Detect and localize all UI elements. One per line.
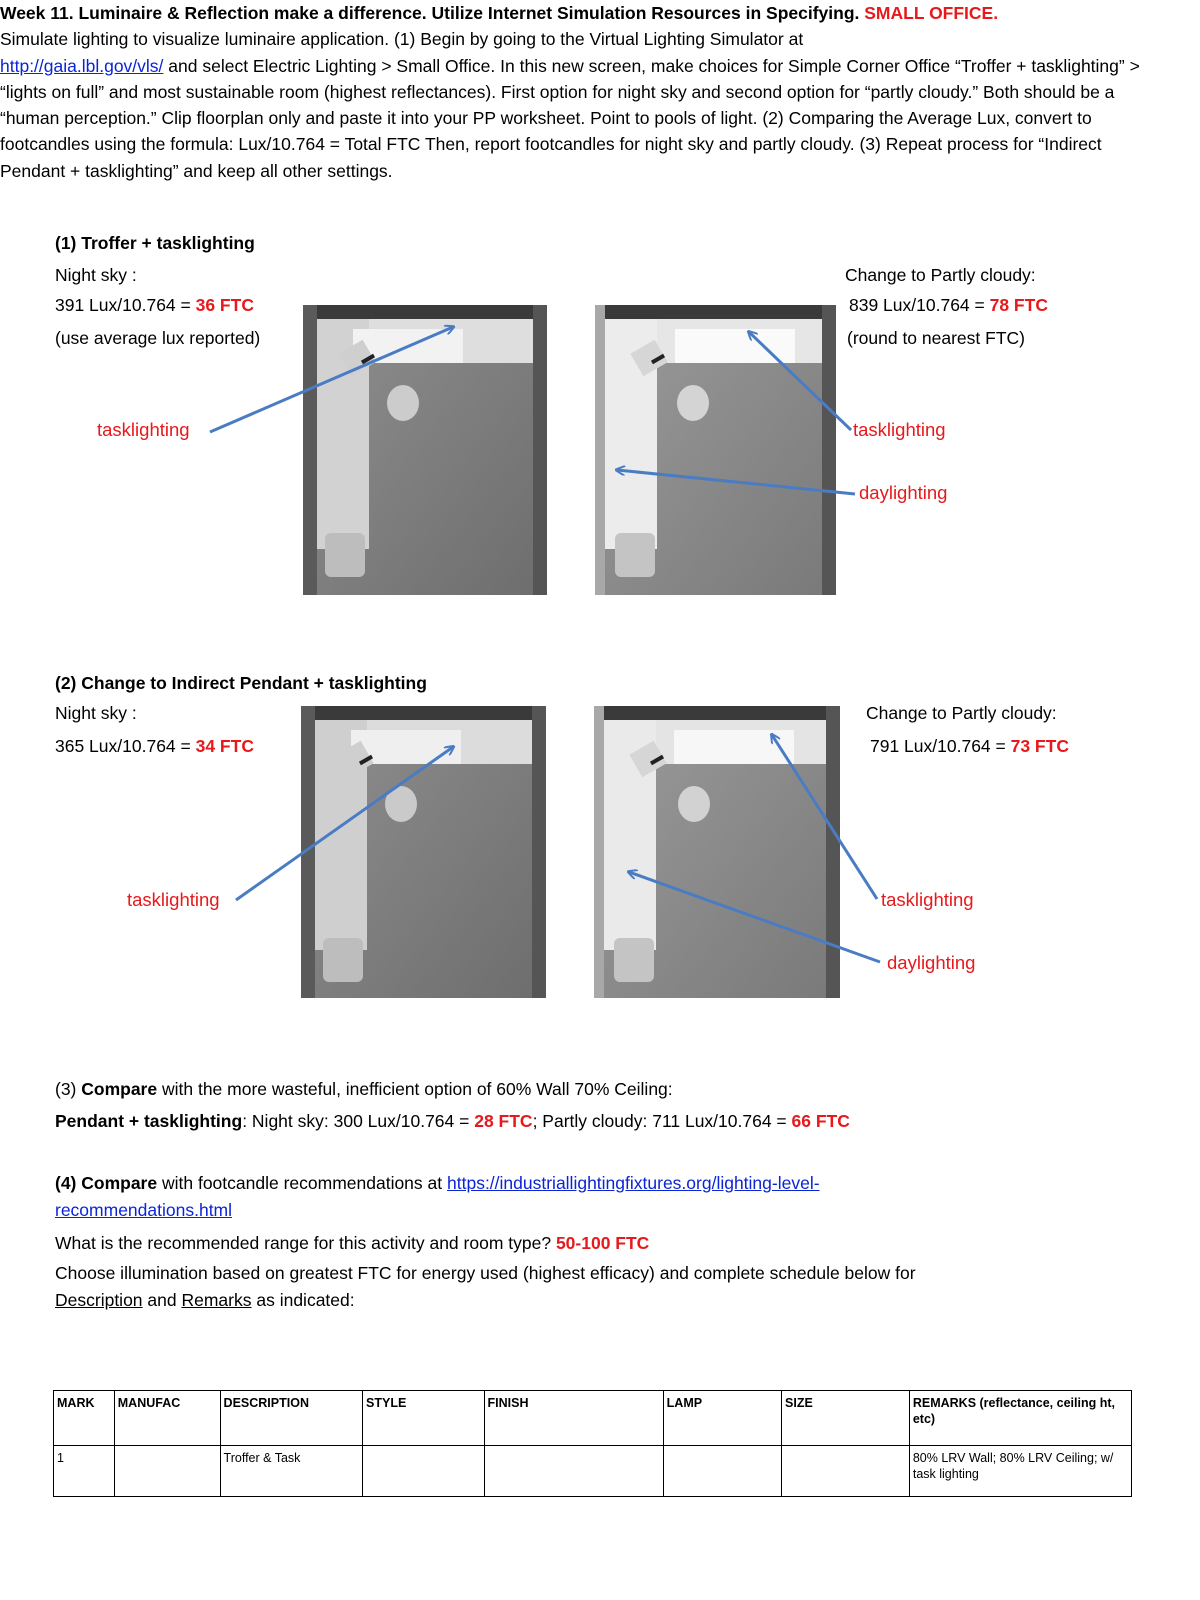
section1-night-ftc: 36 FTC <box>195 295 254 315</box>
intro-text-2: and select Electric Lighting > Small Office. In this new screen, make choices for Simple Corner Office “Troffer + tasklighting” > “lights on full” and most sustainable room (highest reflectances). First option for night sky and second option for “partly cloudy.” Both should be a “human perception.” Clip floorplan only and paste it into your PP worksheet. Point to pools of light. (2) Comparing the Average Lux, convert to footcandles using the formula: Lux/10.764 = Total FTC Then, report footcandles for night sky and partly cloudy. (3) Repeat process for “Indirect Pendant + tasklighting” and keep all other settings. <box>0 55 1140 181</box>
section1-cloudy-ftc: 78 FTC <box>989 295 1048 315</box>
label-s1-tasklighting-right: tasklighting <box>853 419 946 440</box>
section1-cloudy-note: (round to nearest FTC) <box>847 328 1025 348</box>
cell-remarks[interactable]: 80% LRV Wall; 80% LRV Ceiling; w/ task lighting <box>909 1446 1131 1497</box>
arrow-s1-task-right <box>749 332 851 430</box>
vls-link[interactable]: http://gaia.lbl.gov/vls/ <box>0 55 164 76</box>
section2-night-label: Night sky : <box>55 703 137 723</box>
section3-night-ftc: 28 FTC <box>474 1111 533 1131</box>
arrow-s2-task-right <box>772 735 877 899</box>
section3-values: Pendant + tasklighting: Night sky: 300 Lux/10.764 = 28 FTC; Partly cloudy: 711 Lux/10.764 = 66 FTC <box>55 1111 850 1131</box>
col-header-remarks: REMARKS (reflectance, ceiling ht, etc) <box>909 1391 1131 1446</box>
label-s1-tasklighting-left: tasklighting <box>97 419 190 440</box>
table-row <box>54 1446 1132 1497</box>
label-s1-daylighting: daylighting <box>859 482 948 503</box>
section2-night-ftc: 34 FTC <box>195 736 254 756</box>
section3-intro: (3) Compare with the more wasteful, inefficient option of 60% Wall 70% Ceiling: <box>55 1079 673 1099</box>
cell-lamp[interactable] <box>663 1446 781 1497</box>
col-header-mark: MARK <box>54 1391 115 1446</box>
arrow-s1-day <box>617 470 855 494</box>
recommendations-link[interactable]: https://industriallightingfixtures.org/lighting-level- <box>447 1173 820 1193</box>
section2-title: (2) Change to Indirect Pendant + tasklighting <box>55 673 427 693</box>
cell-size[interactable] <box>782 1446 910 1497</box>
col-header-finish: FINISH <box>484 1391 663 1446</box>
section2-cloudy-calc: 791 Lux/10.764 = 73 FTC <box>870 736 1069 756</box>
worksheet-heading: Week 11. Luminaire & Reflection make a difference. Utilize Internet Simulation Resources in Specifying. <box>0 3 860 23</box>
col-header-size: SIZE <box>782 1391 910 1446</box>
section1-title: (1) Troffer + tasklighting <box>55 233 255 253</box>
worksheet-heading-room: SMALL OFFICE. <box>864 3 999 23</box>
section2-night-calc: 365 Lux/10.764 = 34 FTC <box>55 736 254 756</box>
luminaire-schedule-table <box>53 1390 1132 1497</box>
section2-cloudy-label: Change to Partly cloudy: <box>866 703 1057 723</box>
arrow-s2-day <box>629 872 880 962</box>
section1-cloudy-calc: 839 Lux/10.764 = 78 FTC <box>849 295 1048 315</box>
label-s2-tasklighting-right: tasklighting <box>881 889 974 910</box>
recommendations-link-cont[interactable]: recommendations.html <box>55 1200 233 1220</box>
cell-mark[interactable]: 1 <box>54 1446 115 1497</box>
section4-question: What is the recommended range for this activity and room type? 50-100 FTC <box>55 1233 650 1253</box>
label-s2-daylighting: daylighting <box>887 952 976 973</box>
arrow-s2-task-left <box>236 747 453 900</box>
section1-night-label: Night sky : <box>55 265 137 285</box>
section4-intro: (4) Compare with footcandle recommendations at https://industriallightingfixtures.org/lighting-level- recommendations.html <box>55 1173 820 1220</box>
arrow-s1-task-left <box>210 327 453 432</box>
section4-answer: 50-100 FTC <box>555 1233 650 1253</box>
col-header-lamp: LAMP <box>663 1391 781 1446</box>
col-header-manufac: MANUFAC <box>114 1391 220 1446</box>
cell-manufac[interactable] <box>114 1446 220 1497</box>
col-header-description: DESCRIPTION <box>220 1391 362 1446</box>
section1-night-calc: 391 Lux/10.764 = 36 FTC <box>55 295 254 315</box>
section2-cloudy-ftc: 73 FTC <box>1010 736 1069 756</box>
table-header-row <box>54 1391 1132 1446</box>
section1-cloudy-label: Change to Partly cloudy: <box>845 265 1036 285</box>
intro-text-1: Simulate lighting to visualize luminaire application. (1) Begin by going to the Virtual Lighting Simulator at <box>0 29 804 50</box>
cell-finish[interactable] <box>484 1446 663 1497</box>
cell-style[interactable] <box>363 1446 485 1497</box>
col-header-style: STYLE <box>363 1391 485 1446</box>
section3-cloudy-ftc: 66 FTC <box>791 1111 850 1131</box>
label-s2-tasklighting-left: tasklighting <box>127 889 220 910</box>
section1-night-note: (use average lux reported) <box>55 328 261 348</box>
section4-instructions: Choose illumination based on greatest FTC for energy used (highest efficacy) and complete schedule below for Description and Remarks as indicated: <box>55 1263 916 1310</box>
cell-description[interactable]: Troffer & Task <box>220 1446 362 1497</box>
